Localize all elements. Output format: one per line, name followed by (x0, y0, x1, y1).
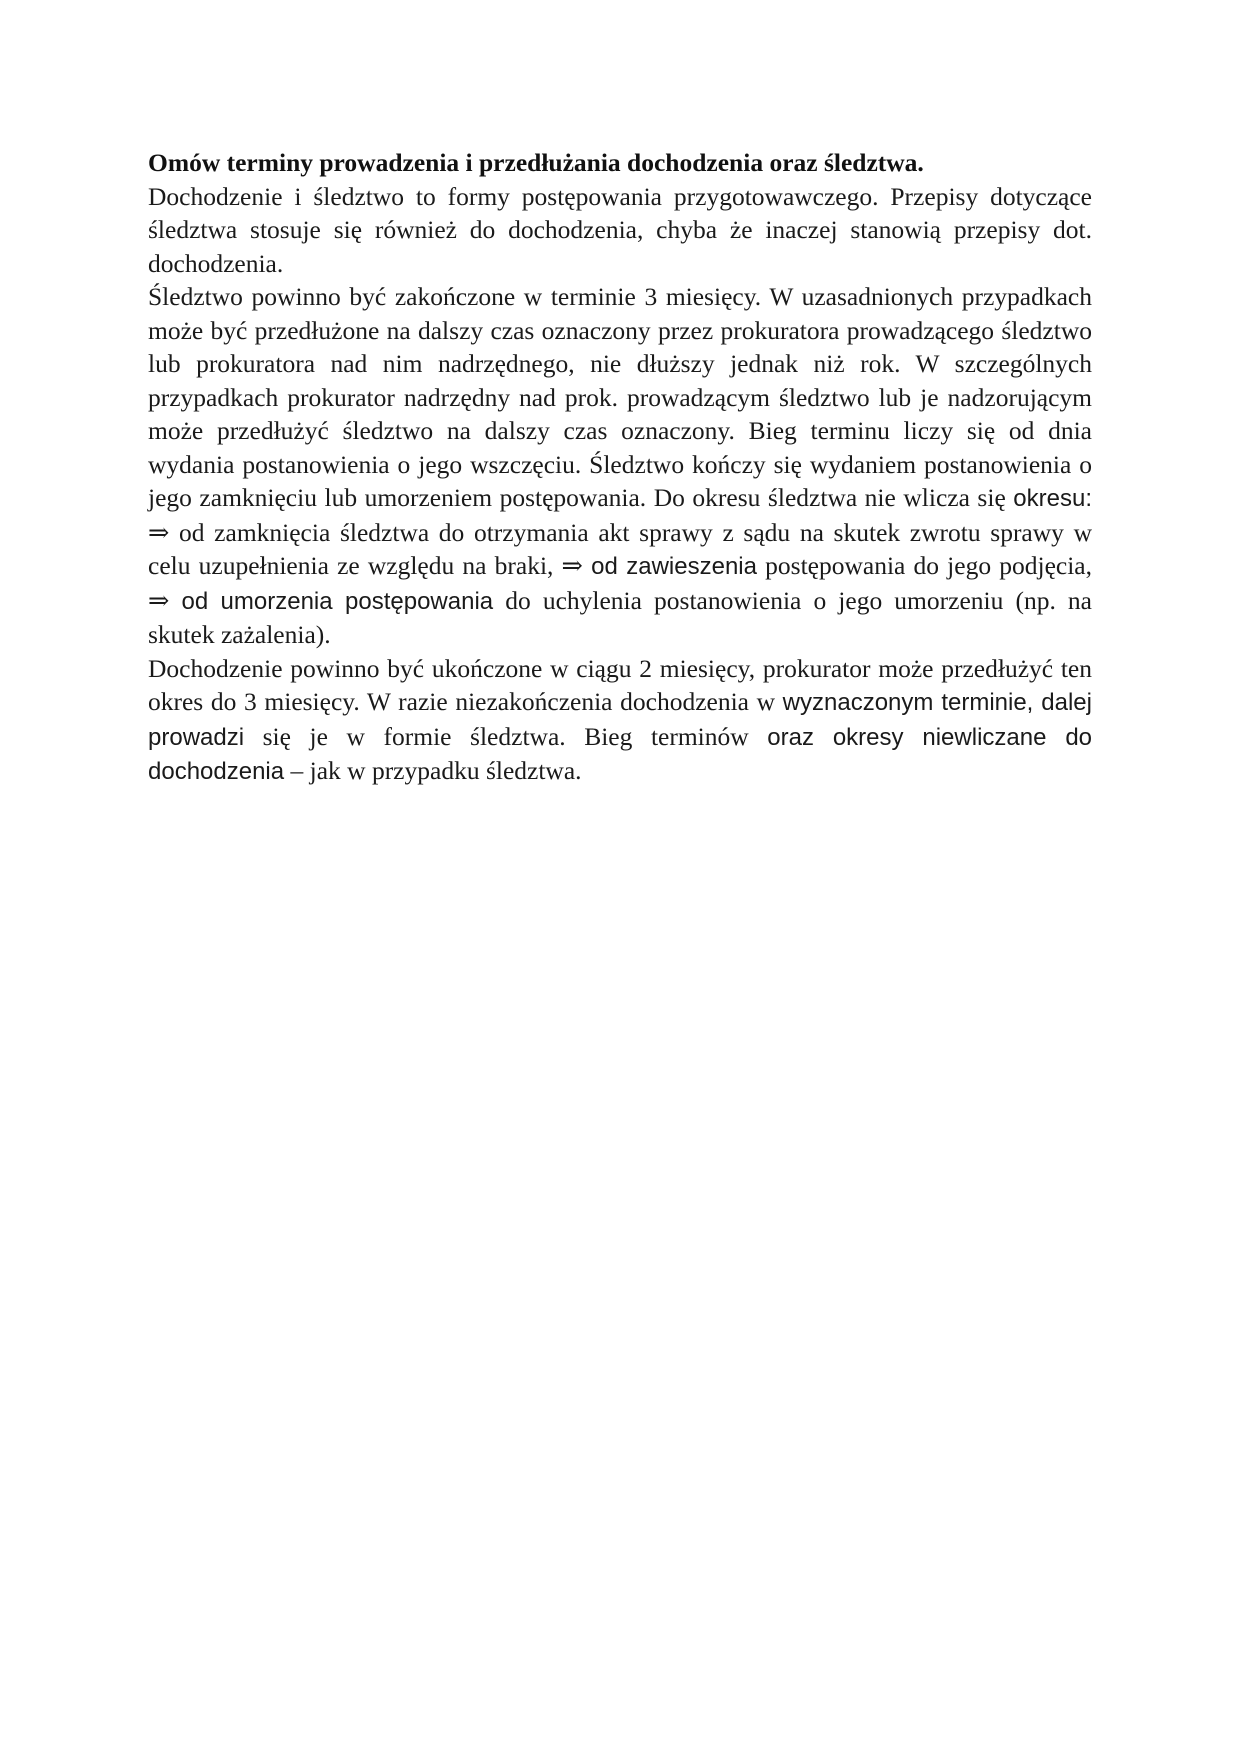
paragraph-dochodzenie-text-2: się je w formie śledztwa. Bieg terminów (244, 721, 768, 751)
paragraph-sledztwo-text-2: ⇒ od zamknięcia śledztwa do otrzymania akt sprawy z sądu na skutek zwrotu sprawy w celu uzupełnienia ze względu na braki, ⇒ (148, 517, 1092, 580)
term-okresy-niewliczane: oraz okresy niewliczane do dochodzenia (148, 723, 1093, 785)
paragraph-sledztwo-text-4: do uchylenia postanowienia o jego umorzeniu (np. na skutek zażalenia). (148, 585, 1092, 649)
paragraph-dochodzenie-text-3: – jak w przypadku śledztwa. (284, 756, 582, 785)
document-body (148, 146, 1092, 789)
paragraph-dochodzenie (148, 652, 1092, 789)
paragraph-sledztwo (148, 280, 1092, 652)
paragraph-sledztwo-text-3: postępowania do jego podjęcia, ⇒ (148, 551, 1092, 615)
document-title: Omów terminy prowadzenia i przedłużania dochodzenia oraz śledztwa. (148, 148, 924, 177)
paragraph-sledztwo-text: Śledztwo powinno być zakończone w terminie 3 miesięcy. W uzasadnionych przypadkach może być przedłużone na dalszy czas oznaczony przez prokuratora prowadzącego śledztwo lub prokuratora nad nim nadrzędnego, nie dłuższy jednak niż rok. W szczególnych przypadkach prokurator nadrzędny nad prok. prowadzącym śledztwo lub je nadzorującym może przedłużyć śledztwo na dalszy czas oznaczony. Bieg terminu liczy się od dnia wydania postanowienia o jego wszczęciu. Śledztwo kończy się wydaniem postanowienia o jego zamknięciu lub umorzeniem postępowania. Do okresu śledztwa nie wlicza się (148, 282, 1092, 512)
term-okresu: okresu: (1013, 485, 1092, 512)
term-wyznaczonym-terminie: wyznaczonym terminie, dalej prowadzi (148, 689, 1092, 751)
term-od-zawieszenia: od zawieszenia (591, 553, 757, 580)
term-od-umorzenia: od umorzenia postępowania (181, 587, 494, 615)
paragraph-forms: Dochodzenie i śledztwo to formy postępowania przygotowawczego. Przepisy dotyczące śledztwa stosuje się również do dochodzenia, chyba że inaczej stanowią przepisy dot. dochodzenia. (148, 181, 1092, 278)
paragraph-dochodzenie-text: Dochodzenie powinno być ukończone w ciągu 2 miesięcy, prokurator może przedłużyć ten okres do 3 miesięcy. W razie niezakończenia dochodzenia w (148, 653, 1092, 716)
